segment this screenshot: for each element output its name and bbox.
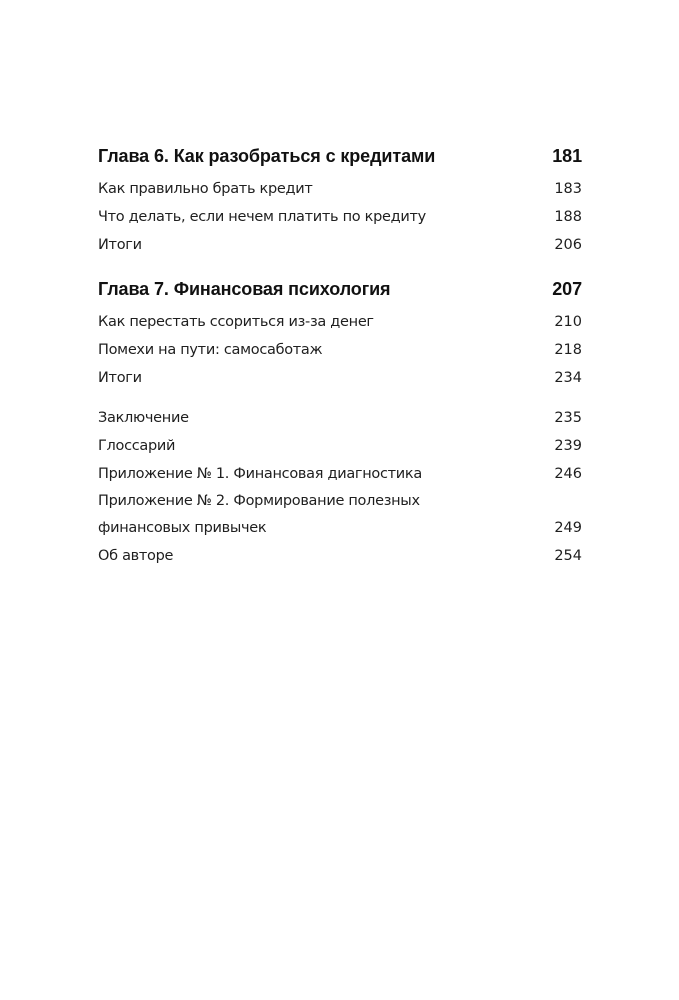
toc-entry (98, 203, 582, 231)
entry-page-number: 188 (554, 209, 582, 225)
entry-page-number: 246 (554, 466, 582, 482)
table-of-contents (98, 142, 582, 570)
entry-page-number: 235 (554, 410, 582, 426)
entry-title: Итоги (98, 237, 142, 253)
entry-title: Приложение № 1. Финансовая диагностика (98, 466, 422, 482)
chapter-title: Глава 7. Финансовая психология (98, 279, 391, 299)
toc-entry (98, 175, 582, 203)
toc-entry-glossary (98, 432, 582, 460)
toc-entry (98, 336, 582, 364)
entry-title: Помехи на пути: самосаботаж (98, 342, 323, 358)
toc-entry-appendix-1 (98, 460, 582, 488)
entry-title: Как правильно брать кредит (98, 181, 313, 197)
toc-entry (98, 308, 582, 336)
toc-entry-about-author (98, 542, 582, 570)
toc-entry (98, 231, 582, 259)
chapter-title: Глава 6. Как разобраться с кредитами (98, 146, 436, 166)
entry-title: Об авторе (98, 548, 174, 564)
entry-title: Заключение (98, 410, 189, 426)
entry-page-number: 210 (554, 314, 582, 330)
toc-entry-appendix-2 (98, 488, 582, 542)
entry-page-number: 239 (554, 438, 582, 454)
entry-title: Как перестать ссориться из-за денег (98, 314, 374, 330)
entry-page-number: 206 (554, 237, 582, 253)
entry-page-number: 234 (554, 370, 582, 386)
chapter-page-number: 207 (552, 279, 582, 299)
entry-page-number: 218 (554, 342, 582, 358)
entry-page-number: 183 (554, 181, 582, 197)
entry-page-number: 254 (554, 548, 582, 564)
chapter-page-number: 181 (552, 146, 582, 166)
entry-title: Что делать, если нечем платить по кредиту (98, 209, 426, 225)
toc-entry-conclusion (98, 404, 582, 432)
toc-entry (98, 364, 582, 392)
entry-title: Глоссарий (98, 438, 176, 454)
entry-title-line-1: Приложение № 2. Формирование полезных (98, 493, 420, 509)
entry-title-line-2: финансовых привычек (98, 520, 267, 536)
entry-title: Итоги (98, 370, 142, 386)
toc-chapter-6 (98, 142, 582, 170)
toc-chapter-7 (98, 275, 582, 303)
entry-title (98, 488, 420, 542)
entry-page-number: 249 (554, 520, 582, 536)
